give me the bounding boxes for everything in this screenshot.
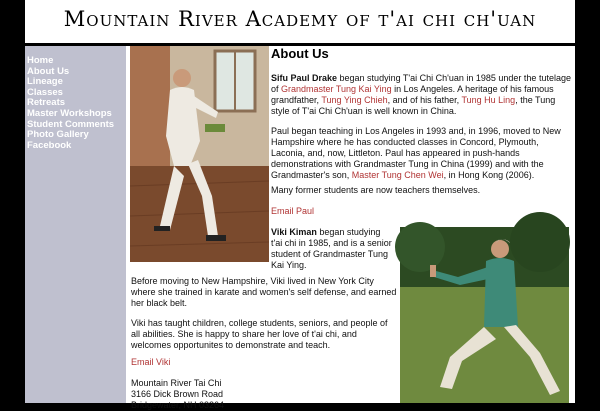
nav-item-photo-gallery[interactable]: Photo Gallery xyxy=(27,129,89,141)
page xyxy=(25,0,575,410)
link-master-tung-chen-wei[interactable]: Master Tung Chen Wei xyxy=(351,170,444,180)
address-line-3: Bridgewater, NH 03264 xyxy=(131,400,225,410)
address-block xyxy=(131,378,224,411)
nav-item-retreats[interactable]: Retreats xyxy=(27,97,66,109)
email-paul-paragraph xyxy=(271,206,314,217)
site-title: Mountain River Academy of t'ai chi ch'uan xyxy=(63,7,537,31)
photo-paul-drake xyxy=(130,46,269,262)
header xyxy=(25,0,575,46)
address-line-2: 3166 Dick Brown Road xyxy=(131,389,224,399)
viki-name: Viki Kiman xyxy=(271,227,317,237)
nav-item-facebook[interactable]: Facebook xyxy=(27,139,72,151)
nav-menu xyxy=(27,56,114,151)
sidebar xyxy=(25,46,126,403)
viki-intro-paragraph: Viki Kiman began studying t'ai chi in 1985, and is a senior student of Grandmaster Tung Kai Ying. xyxy=(271,227,392,270)
paul-intro-paragraph: Sifu Paul Drake began studying T'ai Chi Ch'uan in 1985 under the tutelage of Grandmaster Tung Kai Ying in Los Angeles. A heritage of his famous grandfather, Tung Ying Chieh, and of his father, Tung Hu Ling, the Tung style of T'ai Chi Ch'uan is well known in China. xyxy=(271,73,571,116)
nav-item-lineage[interactable]: Lineage xyxy=(27,76,63,88)
link-grandmaster-tung-kai-ying[interactable]: Grandmaster Tung Kai Ying xyxy=(281,84,392,94)
email-viki-paragraph xyxy=(131,357,170,368)
paul-teaching-paragraph: Paul began teaching in Los Angeles in 1993 and, in 1996, moved to New Hampshire where he has conducted classes in Concord, Plymouth, Laconia, and, now, Littleton. Paul has appeared in push-hands demonstrations with Grandmaster Tung in China (1999) and with the Grandmaster's son, Master Tung Chen Wei, in Hong Kong (2006). xyxy=(271,126,561,180)
nav-item-student-comments[interactable]: Student Comments xyxy=(27,118,115,130)
nav-item-about-us[interactable]: About Us xyxy=(27,65,70,77)
paul-students-paragraph: Many former students are now teachers themselves. xyxy=(271,185,481,195)
address-line-1: Mountain River Tai Chi xyxy=(131,378,222,388)
paul-name: Sifu Paul Drake xyxy=(271,73,338,83)
photo-viki-kiman xyxy=(400,227,569,403)
viki-background-paragraph: Before moving to New Hampshire, Viki lived in New York City where she trained in karate and women's self defense, and earned her black belt. xyxy=(131,276,397,308)
nav-item-home[interactable]: Home xyxy=(27,55,54,66)
link-tung-hu-ling[interactable]: Tung Hu Ling xyxy=(461,95,516,105)
email-viki-link[interactable]: Email Viki xyxy=(131,357,171,367)
page-heading: About Us xyxy=(271,46,329,61)
email-paul-link[interactable]: Email Paul xyxy=(271,206,315,216)
nav-item-master-workshops[interactable]: Master Workshops xyxy=(27,107,112,119)
link-tung-ying-chieh[interactable]: Tung Ying Chieh xyxy=(321,95,388,105)
nav-item-classes[interactable]: Classes xyxy=(27,86,63,98)
viki-teaching-paragraph: Viki has taught children, college students, seniors, and people of all abilities. She is happy to share her love of t'ai chi, and welcomes opportunites to demonstrate and teach. xyxy=(131,318,388,350)
